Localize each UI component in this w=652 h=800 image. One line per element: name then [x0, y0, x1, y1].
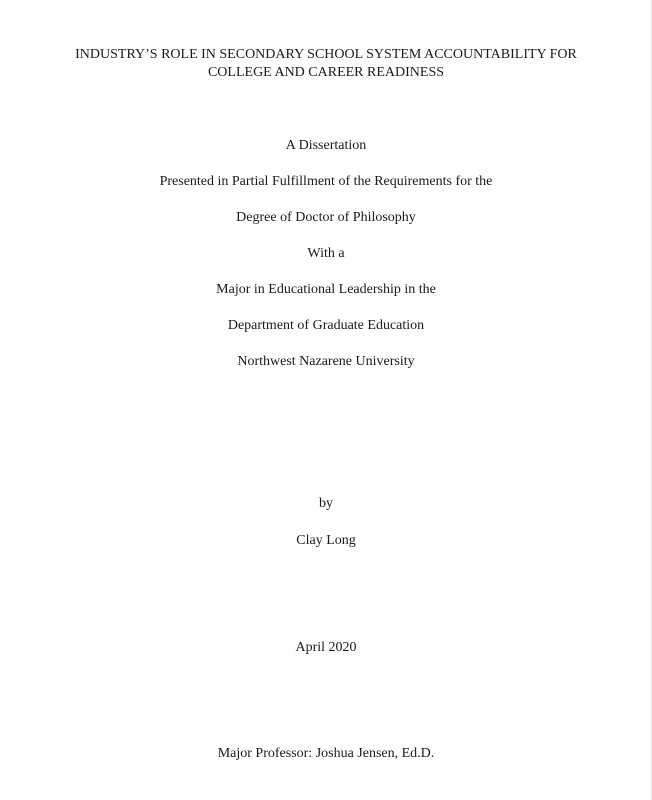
- author-name: Clay Long: [296, 533, 356, 548]
- major-line: Major in Educational Leadership in the: [216, 282, 436, 297]
- degree-name: Degree of Doctor of Philosophy: [236, 210, 416, 225]
- submission-date: April 2020: [295, 640, 357, 655]
- with-a-line: With a: [307, 246, 345, 261]
- title-line: COLLEGE AND CAREER READINESS: [207, 65, 445, 80]
- fulfillment-statement: Presented in Partial Fulfillment of the Requirements for the: [159, 174, 493, 189]
- university-name: Northwest Nazarene University: [237, 354, 415, 369]
- document-type: A Dissertation: [285, 138, 367, 153]
- department-line: Department of Graduate Education: [227, 318, 425, 333]
- dissertation-title: [10, 46, 642, 82]
- by-label: by: [319, 496, 333, 511]
- major-professor: Major Professor: Joshua Jensen, Ed.D.: [217, 746, 435, 761]
- title-line: INDUSTRY’S ROLE IN SECONDARY SCHOOL SYSTEM ACCOUNTABILITY FOR: [75, 47, 577, 62]
